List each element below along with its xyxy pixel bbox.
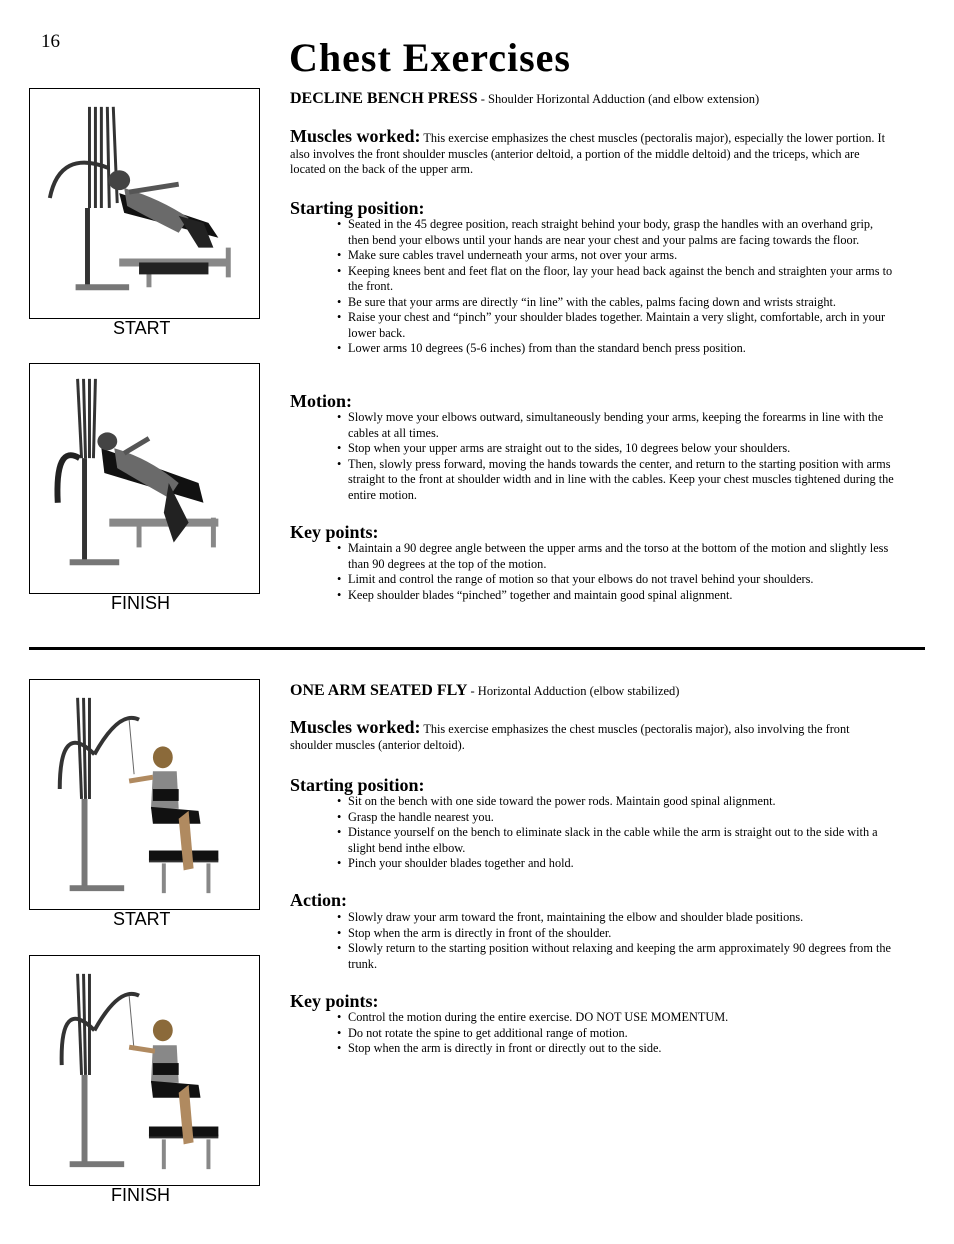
section-divider xyxy=(29,647,925,650)
muscles-label: Muscles worked: xyxy=(290,717,421,737)
decline-press-start-heading: Starting position: xyxy=(290,198,425,218)
list-item: • Make sure cables travel underneath your arms, not over your arms. xyxy=(337,248,897,264)
list-item: • Raise your chest and “pinch” your shoulder blades together. Maintain a very slight, comfortable, arch in your lower back. xyxy=(337,310,897,341)
decline-press-name: DECLINE BENCH PRESS xyxy=(290,90,478,107)
seated-fly-start-list xyxy=(337,794,897,872)
list-item: • Grasp the handle nearest you. xyxy=(337,810,897,826)
seated-fly-finish-photo xyxy=(29,955,260,1186)
list-item: • Keeping knees bent and feet flat on the floor, lay your head back against the bench and straighten your arms to the front. xyxy=(337,264,897,295)
seated-fly-muscles xyxy=(290,717,890,753)
decline-press-motion-heading: Motion: xyxy=(290,391,352,411)
list-item: • Stop when your upper arms are straight out to the sides, 10 degrees below your shoulders. xyxy=(337,441,897,457)
decline-press-finish-caption: FINISH xyxy=(111,593,171,613)
seated-fly-finish-caption: FINISH xyxy=(111,1185,171,1205)
decline-press-start-caption: START xyxy=(113,318,171,338)
list-item: • Be sure that your arms are directly “in line” with the cables, palms facing down and wrists straight. xyxy=(337,295,897,311)
seated-fly-start-caption: START xyxy=(113,909,171,929)
list-item: • Seated in the 45 degree position, reach straight behind your body, grasp the handles with an overhand grip, then bend your elbows until your hands are near your chest and your palms are facing towards the floor. xyxy=(337,217,897,248)
list-item: • Stop when the arm is directly in front or directly out to the side. xyxy=(337,1041,897,1057)
list-item: • Do not rotate the spine to get additional range of motion. xyxy=(337,1026,897,1042)
seated-fly-key-list xyxy=(337,1010,897,1057)
muscles-text: This exercise emphasizes the chest muscles (pectoralis major), especially the lower portion. It also involves the front shoulder muscles (anterior deltoid, a portion of the middle deltoid) and the triceps, which are located on the back of the upper arm. xyxy=(290,131,885,176)
list-item: • Lower arms 10 degrees (5-6 inches) from than the standard bench press position. xyxy=(337,341,897,357)
seated-fly-heading xyxy=(290,682,679,700)
decline-press-key-heading: Key points: xyxy=(290,522,379,542)
page-title: Chest Exercises xyxy=(289,35,571,80)
seated-fly-key-heading: Key points: xyxy=(290,991,379,1011)
list-item: • Pinch your shoulder blades together and hold. xyxy=(337,856,897,872)
seated-fly-action-heading: Action: xyxy=(290,890,347,910)
list-item: • Sit on the bench with one side toward the power rods. Maintain good spinal alignment. xyxy=(337,794,897,810)
seated-fly-start-photo xyxy=(29,679,260,910)
decline-press-motion-list xyxy=(337,410,897,503)
list-item: • Stop when the arm is directly in front of the shoulder. xyxy=(337,926,897,942)
decline-press-subtitle: - Shoulder Horizontal Adduction (and elbow extension) xyxy=(477,92,760,106)
list-item: • Distance yourself on the bench to eliminate slack in the cable while the arm is straight out to the side with a slight bend inthe elbow. xyxy=(337,825,897,856)
decline-press-muscles xyxy=(290,126,890,178)
list-item: • Slowly draw your arm toward the front, maintaining the elbow and shoulder blade positions. xyxy=(337,910,897,926)
seated-fly-subtitle: - Horizontal Adduction (elbow stabilized) xyxy=(467,684,680,698)
decline-press-finish-photo xyxy=(29,363,260,594)
decline-press-key-list xyxy=(337,541,897,603)
muscles-text: This exercise emphasizes the chest muscles (pectoralis major), also involving the front shoulder muscles (anterior deltoid). xyxy=(290,722,850,752)
list-item: • Maintain a 90 degree angle between the upper arms and the torso at the bottom of the motion and slightly less than 90 degrees at the top of the motion. xyxy=(337,541,897,572)
muscles-label: Muscles worked: xyxy=(290,126,421,146)
list-item: • Limit and control the range of motion so that your elbows do not travel behind your shoulders. xyxy=(337,572,897,588)
seated-fly-start-heading: Starting position: xyxy=(290,775,425,795)
list-item: • Keep shoulder blades “pinched” together and maintain good spinal alignment. xyxy=(337,588,897,604)
list-item: • Control the motion during the entire exercise. DO NOT USE MOMENTUM. xyxy=(337,1010,897,1026)
decline-press-start-list xyxy=(337,217,897,357)
list-item: • Slowly return to the starting position without relaxing and keeping the arm approximately 90 degrees from the trunk. xyxy=(337,941,897,972)
page-number: 16 xyxy=(41,31,60,52)
decline-press-start-photo xyxy=(29,88,260,319)
seated-fly-action-list xyxy=(337,910,897,972)
list-item: • Slowly move your elbows outward, simultaneously bending your arms, keeping the forearms in line with the cables at all times. xyxy=(337,410,897,441)
list-item: • Then, slowly press forward, moving the hands towards the center, and return to the starting position with arms straight to the front at shoulder width and in line with the cables. Keep your chest muscles tightened during the entire motion. xyxy=(337,457,897,504)
decline-press-heading xyxy=(290,90,759,108)
seated-fly-name: ONE ARM SEATED FLY xyxy=(290,682,468,699)
